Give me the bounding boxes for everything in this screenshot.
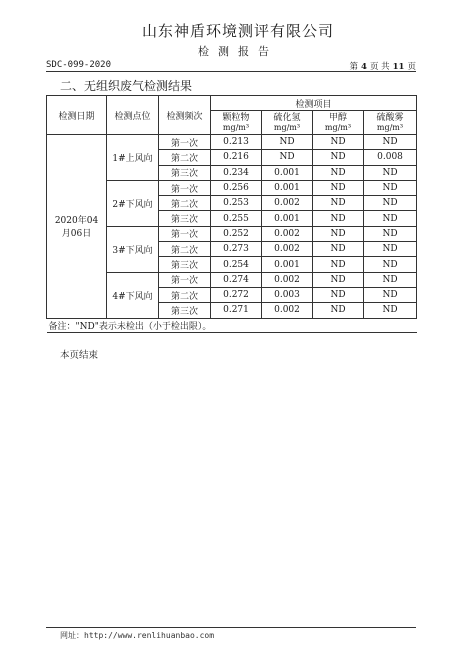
header-divider — [46, 71, 416, 72]
value-cell: ND — [364, 272, 417, 287]
frequency-cell: 第一次 — [159, 135, 211, 150]
header-items: 检测项目 — [211, 96, 417, 111]
value-cell: ND — [262, 135, 313, 150]
note-text: 备注："ND"表示未检出（小于检出限）。 — [47, 318, 417, 332]
value-cell: 0.252 — [211, 226, 262, 241]
date-line-1: 2020年04 — [54, 216, 99, 227]
frequency-cell: 第一次 — [159, 226, 211, 241]
value-cell: 0.001 — [262, 257, 313, 272]
item-methanol: 甲醇 mg/m³ — [313, 111, 364, 135]
value-cell: ND — [313, 180, 364, 195]
frequency-cell: 第二次 — [159, 242, 211, 257]
value-cell: ND — [313, 257, 364, 272]
value-cell: ND — [313, 287, 364, 302]
value-cell: ND — [313, 303, 364, 318]
value-cell: 0.002 — [262, 272, 313, 287]
value-cell: ND — [313, 135, 364, 150]
date-cell — [47, 135, 107, 319]
header-point: 检测点位 — [107, 96, 159, 135]
value-cell: 0.213 — [211, 135, 262, 150]
section-title: 二、无组织废气检测结果 — [60, 79, 193, 93]
end-of-page-text: 本页结束 — [60, 350, 99, 361]
footer-website: 网址：http://www.renlihuanbao.com — [60, 631, 215, 640]
value-cell: 0.001 — [262, 180, 313, 195]
value-cell: ND — [313, 226, 364, 241]
header-frequency: 检测频次 — [159, 96, 211, 135]
value-cell: ND — [364, 303, 417, 318]
value-cell: ND — [262, 150, 313, 165]
frequency-cell: 第三次 — [159, 165, 211, 180]
item-particulates: 颗粒物 mg/m³ — [211, 111, 262, 135]
date-line-2: 月06日 — [61, 229, 92, 240]
item-sulfuric-acid-mist: 硫酸雾 mg/m³ — [364, 111, 417, 135]
value-cell: 0.254 — [211, 257, 262, 272]
value-cell: ND — [313, 150, 364, 165]
value-cell: ND — [364, 257, 417, 272]
page-prefix: 第 — [349, 62, 359, 72]
frequency-cell: 第一次 — [159, 272, 211, 287]
company-name: 山东神盾环境测评有限公司 — [141, 22, 334, 40]
value-cell: ND — [364, 211, 417, 226]
value-cell: 0.002 — [262, 242, 313, 257]
value-cell: 0.003 — [262, 287, 313, 302]
point-cell: 4#下风向 — [107, 272, 159, 318]
value-cell: 0.256 — [211, 180, 262, 195]
value-cell: 0.008 — [364, 150, 417, 165]
header-date: 检测日期 — [47, 96, 107, 135]
page-number: 4 — [361, 62, 367, 72]
report-subtitle: 检测报告 — [198, 45, 278, 58]
page-total: 11 — [392, 62, 405, 72]
value-cell: 0.253 — [211, 196, 262, 211]
results-table — [46, 95, 417, 333]
value-cell: ND — [364, 180, 417, 195]
frequency-cell: 第三次 — [159, 257, 211, 272]
value-cell: 0.001 — [262, 211, 313, 226]
value-cell: ND — [364, 287, 417, 302]
value-cell: 0.002 — [262, 226, 313, 241]
value-cell: 0.271 — [211, 303, 262, 318]
value-cell: 0.002 — [262, 196, 313, 211]
point-cell: 2#下风向 — [107, 180, 159, 226]
point-cell: 3#下风向 — [107, 226, 159, 272]
value-cell: 0.234 — [211, 165, 262, 180]
value-cell: ND — [313, 165, 364, 180]
value-cell: ND — [364, 242, 417, 257]
value-cell: 0.002 — [262, 303, 313, 318]
value-cell: 0.001 — [262, 165, 313, 180]
document-number: SDC-099-2020 — [46, 60, 112, 70]
value-cell: 0.273 — [211, 242, 262, 257]
value-cell: 0.272 — [211, 287, 262, 302]
value-cell: ND — [313, 272, 364, 287]
page-mid: 页 共 — [369, 62, 390, 72]
value-cell: ND — [364, 196, 417, 211]
value-cell: 0.274 — [211, 272, 262, 287]
value-cell: ND — [313, 211, 364, 226]
frequency-cell: 第三次 — [159, 211, 211, 226]
value-cell: 0.216 — [211, 150, 262, 165]
value-cell: 0.255 — [211, 211, 262, 226]
frequency-cell: 第二次 — [159, 196, 211, 211]
value-cell: ND — [364, 165, 417, 180]
frequency-cell: 第三次 — [159, 303, 211, 318]
footer-divider — [46, 627, 416, 628]
frequency-cell: 第二次 — [159, 150, 211, 165]
point-cell: 1#上风向 — [107, 135, 159, 181]
value-cell: ND — [364, 135, 417, 150]
table-row — [47, 135, 417, 150]
frequency-cell: 第二次 — [159, 287, 211, 302]
note-row — [47, 318, 417, 332]
value-cell: ND — [364, 226, 417, 241]
item-hydrogen-sulfide: 硫化氢 mg/m³ — [262, 111, 313, 135]
value-cell: ND — [313, 196, 364, 211]
frequency-cell: 第一次 — [159, 180, 211, 195]
page-suffix: 页 — [407, 62, 416, 72]
value-cell: ND — [313, 242, 364, 257]
